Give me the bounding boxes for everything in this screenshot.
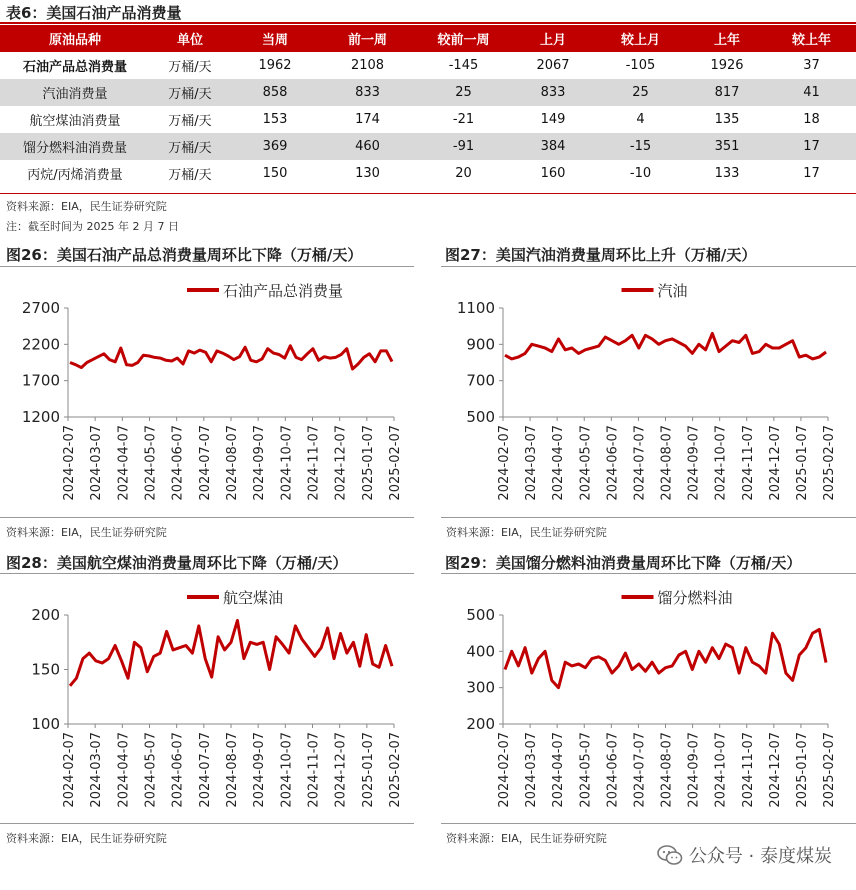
col-header: 前一周	[320, 25, 415, 52]
x-tick-label: 2024-04-07	[116, 425, 132, 501]
x-tick-label: 2024-08-07	[659, 732, 675, 808]
table-cell: 石油产品总消费量	[22, 60, 127, 75]
fig29-title: 图29：美国馏分燃料油消费量周环比下降（万桶/天）	[445, 554, 802, 572]
x-tick-label: 2024-09-07	[252, 425, 268, 501]
x-tick-label: 2025-01-07	[360, 425, 376, 501]
x-tick-label: 2024-09-07	[686, 732, 702, 808]
consumption-table	[0, 25, 856, 187]
table-row	[0, 133, 856, 160]
x-tick-label: 2024-03-07	[524, 425, 540, 501]
table-cell: 丙烷/丙烯消费量	[27, 168, 123, 183]
x-tick-label: 2024-05-07	[143, 425, 159, 501]
fig28-chart	[0, 577, 414, 822]
table-cell: -145	[448, 58, 479, 73]
fig29-svg	[441, 577, 856, 822]
table-cell: 833	[320, 79, 415, 106]
x-tick-label: 2024-06-07	[170, 732, 186, 808]
table-cell: 41	[767, 79, 856, 106]
y-tick-label: 300	[466, 678, 495, 697]
fig27-bottom-rule	[441, 517, 856, 518]
table-cell: 1962	[258, 58, 292, 73]
col-header: 原油品种	[0, 25, 150, 52]
table-cell: 133	[714, 166, 740, 181]
legend-label: 汽油	[657, 282, 688, 300]
table-cell: 153	[262, 112, 288, 127]
x-tick-label: 2024-03-07	[524, 732, 540, 808]
legend-label: 航空煤油	[223, 589, 284, 607]
table-cell: 833	[512, 79, 594, 106]
x-tick-label: 2024-07-07	[197, 425, 213, 501]
table-cell: 858	[230, 79, 320, 106]
y-tick-label: 1700	[21, 371, 60, 390]
x-tick-label: 2024-07-07	[632, 425, 648, 501]
legend-label: 石油产品总消费量	[223, 282, 344, 300]
col-header: 较上年	[767, 25, 856, 52]
x-tick-label: 2024-10-07	[713, 425, 729, 501]
col-header: 较前一周	[415, 25, 512, 52]
x-tick-label: 2024-08-07	[659, 425, 675, 501]
x-tick-label: 2025-01-07	[794, 425, 810, 501]
fig26-chart	[0, 270, 414, 515]
y-tick-label: 1200	[21, 408, 60, 426]
x-tick-label: 2024-03-07	[89, 732, 105, 808]
table-bottom-rule	[0, 193, 856, 194]
x-tick-label: 2024-09-07	[252, 732, 268, 808]
fig28-title: 图28：美国航空煤油消费量周环比下降（万桶/天）	[6, 554, 348, 572]
col-header: 上年	[687, 25, 767, 52]
table-top-rule	[0, 22, 856, 24]
fig27-title: 图27：美国汽油消费量周环比上升（万桶/天）	[445, 246, 757, 264]
table-cell: -15	[594, 133, 687, 160]
table-cell: 384	[512, 133, 594, 160]
fig28-svg	[0, 577, 414, 822]
x-tick-label: 2024-05-07	[578, 425, 594, 501]
x-tick-label: 2025-02-07	[822, 425, 837, 501]
x-tick-label: 2025-02-07	[822, 732, 837, 808]
table-cell: 17	[767, 133, 856, 160]
table-cell: 2067	[536, 58, 570, 73]
fig26-svg	[0, 270, 414, 515]
table-cell: 馏分燃料油消费量	[0, 133, 150, 160]
x-tick-label: 2024-04-07	[116, 732, 132, 808]
table-cell: 航空煤油消费量	[29, 114, 121, 129]
watermark-text: 公众号 · 泰度煤炭	[688, 846, 832, 867]
table-cell: -10	[629, 166, 652, 181]
table-row	[0, 160, 856, 187]
table-cell: 万桶/天	[168, 60, 212, 75]
y-tick-label: 500	[466, 606, 495, 624]
watermark	[657, 842, 832, 868]
fig26-source: 资料来源：EIA，民生证券研究院	[6, 526, 167, 539]
table-cell: 174	[355, 112, 380, 127]
legend-label: 馏分燃料油	[657, 589, 733, 607]
fig28-title-rule	[0, 573, 414, 574]
col-header: 当周	[230, 25, 320, 52]
x-tick-label: 2024-02-07	[497, 732, 512, 808]
x-tick-label: 2025-02-07	[388, 732, 403, 808]
wechat-icon	[657, 844, 683, 866]
series-line	[70, 621, 392, 686]
table-cell: -21	[452, 112, 475, 127]
table-cell: 160	[540, 166, 566, 181]
x-tick-label: 2025-01-07	[360, 732, 376, 808]
series-line	[505, 333, 826, 359]
fig29-chart	[441, 577, 856, 822]
x-tick-label: 2024-02-07	[497, 425, 512, 501]
table-cell: 2108	[350, 58, 385, 73]
table-cell: 37	[803, 58, 820, 73]
table-cell: 817	[687, 79, 767, 106]
fig26-bottom-rule	[0, 517, 414, 518]
table-cell: 4	[636, 112, 645, 127]
table-title: 表6：美国石油产品消费量	[6, 4, 182, 22]
table-cell: 135	[714, 112, 740, 127]
table-note: 注：截至时间为 2025 年 2 月 7 日	[6, 220, 179, 233]
x-tick-label: 2024-07-07	[197, 732, 213, 808]
y-tick-label: 200	[466, 715, 495, 733]
table-row	[0, 106, 856, 133]
fig29-source: 资料来源：EIA，民生证券研究院	[446, 832, 607, 845]
table-cell: 万桶/天	[168, 114, 212, 129]
fig28-source: 资料来源：EIA，民生证券研究院	[6, 832, 167, 845]
x-tick-label: 2024-04-07	[551, 732, 567, 808]
table-cell: 351	[687, 133, 767, 160]
x-tick-label: 2024-07-07	[632, 732, 648, 808]
table-cell: 万桶/天	[150, 133, 230, 160]
x-tick-label: 2025-01-07	[794, 732, 810, 808]
y-tick-label: 150	[31, 660, 60, 679]
col-header: 单位	[150, 25, 230, 52]
fig27-source: 资料来源：EIA，民生证券研究院	[446, 526, 607, 539]
x-tick-label: 2024-02-07	[62, 732, 77, 808]
x-tick-label: 2024-11-07	[306, 425, 322, 501]
x-tick-label: 2024-08-07	[225, 732, 240, 808]
y-tick-label: 900	[466, 335, 495, 354]
table-cell: 130	[355, 166, 380, 181]
x-tick-label: 2024-06-07	[170, 425, 186, 501]
table-cell: 20	[455, 166, 472, 181]
x-tick-label: 2024-10-07	[279, 732, 295, 808]
table-cell: 25	[415, 79, 512, 106]
table-row	[0, 52, 856, 79]
table-cell: -91	[415, 133, 512, 160]
x-tick-label: 2024-05-07	[578, 732, 594, 808]
table-row	[0, 79, 856, 106]
x-tick-label: 2024-09-07	[686, 425, 702, 501]
x-tick-label: 2024-12-07	[333, 425, 349, 501]
x-tick-label: 2024-06-07	[605, 425, 621, 501]
table-cell: 万桶/天	[150, 79, 230, 106]
fig27-chart	[441, 270, 856, 515]
table-cell: 149	[540, 112, 566, 127]
y-tick-label: 100	[31, 715, 60, 733]
table-cell: 万桶/天	[168, 168, 212, 183]
fig29-title-rule	[441, 573, 856, 574]
fig26-title-rule	[0, 266, 414, 267]
series-line	[505, 630, 826, 688]
y-tick-label: 2200	[21, 335, 60, 354]
x-tick-label: 2024-06-07	[605, 732, 621, 808]
fig27-title-rule	[441, 266, 856, 267]
x-tick-label: 2024-11-07	[306, 732, 322, 808]
x-tick-label: 2024-02-07	[62, 425, 77, 501]
x-tick-label: 2024-12-07	[767, 732, 783, 808]
table-cell: 460	[320, 133, 415, 160]
x-tick-label: 2024-03-07	[89, 425, 105, 501]
x-tick-label: 2024-08-07	[225, 425, 240, 501]
table-cell: 17	[803, 166, 820, 181]
x-tick-label: 2024-11-07	[740, 425, 756, 501]
table-source: 资料来源：EIA，民生证券研究院	[6, 200, 167, 213]
x-tick-label: 2025-02-07	[388, 425, 403, 501]
x-tick-label: 2024-10-07	[713, 732, 729, 808]
x-tick-label: 2024-11-07	[740, 732, 756, 808]
x-tick-label: 2024-12-07	[767, 425, 783, 501]
x-tick-label: 2024-12-07	[333, 732, 349, 808]
y-tick-label: 1100	[456, 299, 495, 317]
x-tick-label: 2024-04-07	[551, 425, 567, 501]
y-tick-label: 200	[31, 606, 60, 624]
col-header: 较上月	[594, 25, 687, 52]
y-tick-label: 400	[466, 642, 495, 661]
fig27-svg	[441, 270, 856, 515]
x-tick-label: 2024-05-07	[143, 732, 159, 808]
x-tick-label: 2024-10-07	[279, 425, 295, 501]
table-cell: 18	[803, 112, 820, 127]
table-cell: 369	[230, 133, 320, 160]
y-tick-label: 2700	[21, 299, 60, 317]
table-cell: 1926	[710, 58, 744, 73]
table-cell: 25	[594, 79, 687, 106]
table-header-row	[0, 25, 856, 52]
series-line	[70, 346, 392, 369]
fig29-bottom-rule	[441, 823, 856, 824]
col-header: 上月	[512, 25, 594, 52]
table-cell: 汽油消费量	[0, 79, 150, 106]
fig26-title: 图26：美国石油产品总消费量周环比下降（万桶/天）	[6, 246, 363, 264]
fig28-bottom-rule	[0, 823, 414, 824]
table-cell: 150	[262, 166, 288, 181]
y-tick-label: 700	[466, 371, 495, 390]
table-cell: -105	[625, 58, 656, 73]
y-tick-label: 500	[466, 408, 495, 426]
